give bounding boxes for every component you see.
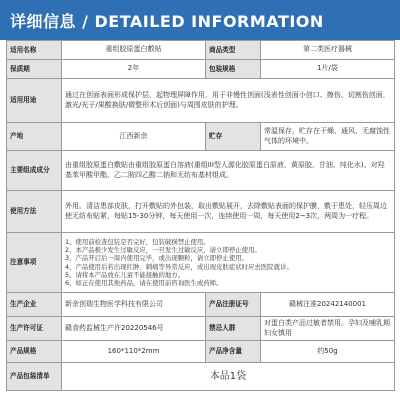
table-row (7, 60, 395, 79)
sample-value: 本品1袋 (62, 363, 395, 391)
maker-value: 新余创瑞生物医学科技有限公司 (62, 293, 206, 317)
regno-value: 赣械注准20242140001 (261, 293, 395, 317)
storage-value: 常温保存，贮存在干燥、通风、无腐蚀性气体的环境中。 (261, 123, 395, 151)
shelf-label: 保质期 (7, 60, 62, 79)
size-value: 160*110*2mm (62, 341, 206, 363)
weight-label: 产品净含量 (206, 341, 261, 363)
table-row (7, 363, 395, 391)
sample-label: 产品包装清单 (7, 363, 62, 391)
table-row (7, 151, 395, 191)
banner-title: 详细信息 / DETAILED INFORMATION (10, 11, 324, 31)
usage-label: 适用用途 (7, 79, 62, 123)
category-label: 商品类型 (206, 41, 261, 60)
table-row (7, 123, 395, 151)
detail-banner (0, 0, 400, 40)
license-label: 生产许可证 (7, 317, 62, 341)
table-row (7, 317, 395, 341)
table-row (7, 79, 395, 123)
storage-label: 贮存 (206, 123, 261, 151)
maker-label: 生产企业 (7, 293, 62, 317)
name-label: 适用名称 (7, 41, 62, 60)
material-value: 由重组胶原蛋白敷贴由重组胶原蛋白溶液(重组III型人源化胶原蛋白原液、黄原胶、甘油、纯化水)、对羟基苯甲酸甲酯、乙二胺四乙酸二钠和无纺布基材组成。 (62, 151, 395, 191)
origin-label: 产地 (7, 123, 62, 151)
table-row (7, 233, 395, 293)
usage-value: 通过在创面表面形成保护层，起物理屏障作用，用于非慢性创面(浅表性创面小创口、擦伤、切割伤创面，激光/光子/果酸换肤/微整形术后创面)与周围皮肤的护理。 (62, 79, 395, 123)
material-label: 主要组成成分 (7, 151, 62, 191)
method-label: 使用方法 (7, 191, 62, 233)
spec-table (6, 40, 395, 391)
size-label: 产品规格 (7, 341, 62, 363)
origin-value: 江西新余 (62, 123, 206, 151)
table-row (7, 341, 395, 363)
pack-value: 1片/袋 (261, 60, 395, 79)
table-row (7, 191, 395, 233)
table-row (7, 41, 395, 60)
taboo-value: 对蛋白类产品过敏者禁用。孕妇及哺乳期妇女慎用 (261, 317, 395, 341)
pack-label: 包装规格 (206, 60, 261, 79)
category-value: 第二类医疗器械 (261, 41, 395, 60)
shelf-value: 2年 (62, 60, 206, 79)
caution-label: 注意事项 (7, 233, 62, 293)
regno-label: 产品注册证号 (206, 293, 261, 317)
table-row (7, 293, 395, 317)
name-value: 重组胶原蛋白敷贴 (62, 41, 206, 60)
license-value: 赣食药监械生产许20220546号 (62, 317, 206, 341)
taboo-label: 禁忌人群 (206, 317, 261, 341)
weight-value: 约50g (261, 341, 395, 363)
method-value: 外用。清洁患部皮肤，打开敷贴的外包装，取出敷贴展开，去除敷贴表面的保护膜，敷于患处，轻压周边使无纺布贴紧，每贴15-30分钟，每天使用一次，连续使用一周，每天使用2~3次，两周为一疗程。 (62, 191, 395, 233)
caution-value: 1、使用前检查包装是否完好，包装破损禁止使用。 2、本产品极少发生过敏反应，一旦发生过敏反应，请立即停止使用。 3、产品开启后一周内使用完毕，或出现颗粒，请立即停止使用。 4、产品使用后若出现红肿、刺痛等异常反应，或出现皮肤症状时应去医院就诊。 5、请将本产品放在儿童不能接触的地方。 6、如正在使用其他药品，请在使用前咨询医生或药师。 (62, 233, 395, 293)
